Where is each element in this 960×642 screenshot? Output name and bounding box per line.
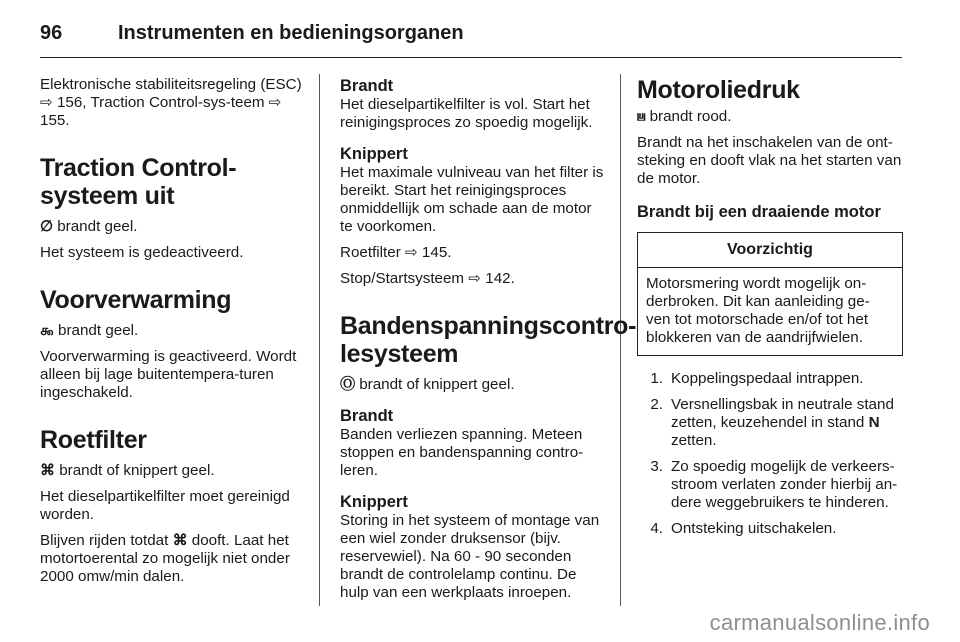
filter-text-1: Het dieselpartikelfilter moet gereinigd worden. [40, 488, 290, 523]
column-2 [340, 76, 637, 610]
tire-pressure-icon: Ⓞ [340, 376, 356, 393]
filter-heading: Roetfilter [40, 426, 147, 454]
preheat-text: Voorverwarming is geactiveerd. Wordt alleen bij lage buitentempera-turen ingeschakeld. [40, 348, 297, 401]
knippert-heading: Knippert [340, 145, 408, 163]
tc-text: Het systeem is gedeactiveerd. [40, 244, 244, 261]
list-item: 1. Koppelingspedaal intrappen. [650, 370, 864, 387]
page-header [40, 18, 464, 48]
caution-box [637, 232, 903, 356]
oil-status: ⩏ brandt rood. [637, 108, 732, 125]
ref-stop-start: Stop/Startsysteem ⇨ 142. [340, 270, 515, 287]
tpms-knippert-heading: Knippert [340, 493, 408, 511]
caution-text: Motorsmering wordt mogelijk on-derbroken. Dit kan aanleiding ge-ven tot motorschade en/of tot het blokkeren van de aandrijfwielen. [646, 275, 870, 346]
particle-filter-icon: ⌘ [172, 532, 188, 549]
tpms-heading: Bandenspanningscontro-lesysteem [340, 312, 637, 368]
tpms-knippert-text: Storing in het systeem of montage van een wiel zonder druksensor (bijv. reservewiel). Na 60 - 90 seconden brandt de controlelamp continu. De hulp van een werkplaats inroepen. [340, 512, 600, 601]
knippert-text: Het maximale vulniveau van het filter is bereikt. Start het reinigingsproces onmiddellijk om schade aan de motor te voorkomen. [340, 164, 604, 235]
oil-text: Brandt na het inschakelen van de ont-steking en dooft vlak na het starten van de motor. [637, 134, 902, 187]
tpms-status: Ⓞ brandt of knippert geel. [340, 376, 515, 393]
list-item: 2. Versnellingsbak in neutrale stand zetten, keuzehendel in stand N zetten. [650, 396, 894, 449]
steps-list [637, 370, 903, 538]
list-item: 4. Ontsteking uitschakelen. [650, 520, 837, 537]
watermark: carmanualsonline.info [709, 610, 930, 635]
header-divider [40, 57, 902, 58]
column-1 [40, 76, 304, 594]
tpms-brandt-text: Banden verliezen spanning. Meteen stoppen en bandenspanning contro-leren. [340, 426, 584, 479]
tc-status: ∅ brandt geel. [40, 218, 138, 235]
filter-text-2: Blijven rijden totdat ⌘ dooft. Laat het motortoerental zo mogelijk niet onder 2000 omw/min dalen. [40, 532, 290, 585]
preheat-heading: Voorverwarming [40, 286, 232, 314]
oil-can-icon: ⩏ [637, 108, 646, 125]
traction-control-off-icon: ∅ [40, 218, 54, 235]
oil-pressure-heading: Motoroliedruk [637, 76, 800, 104]
running-engine-heading: Brandt bij een draaiende motor [637, 203, 881, 221]
brandt-text: Het dieselpartikelfilter is vol. Start het reinigingsproces zo spoedig mogelijk. [340, 96, 593, 131]
esc-intro: Elektronische stabiliteitsregeling (ESC) ⇨ 156, Traction Control-sys-teem ⇨ 155. [40, 76, 302, 129]
preheat-status: ௯ brandt geel. [40, 322, 139, 339]
column-divider-2 [620, 74, 621, 606]
page-number: 96 [40, 21, 63, 44]
particle-filter-icon: ⌘ [40, 462, 56, 479]
ref-roetfilter: Roetfilter ⇨ 145. [340, 244, 452, 261]
column-divider-1 [319, 74, 320, 606]
glow-plug-icon: ௯ [40, 322, 55, 339]
column-3 [637, 76, 903, 546]
tc-heading: Traction Control-systeem uit [40, 154, 237, 210]
list-item: 3. Zo spoedig mogelijk de verkeers-stroom verlaten zonder hierbij an-dere weggebruikers te hinderen. [650, 458, 898, 511]
tpms-brandt-heading: Brandt [340, 407, 394, 425]
caution-title: Voorzichtig [638, 233, 902, 268]
page-title: Instrumenten en bedieningsorganen [118, 21, 464, 44]
brandt-heading: Brandt [340, 77, 394, 95]
filter-status: ⌘ brandt of knippert geel. [40, 462, 215, 479]
